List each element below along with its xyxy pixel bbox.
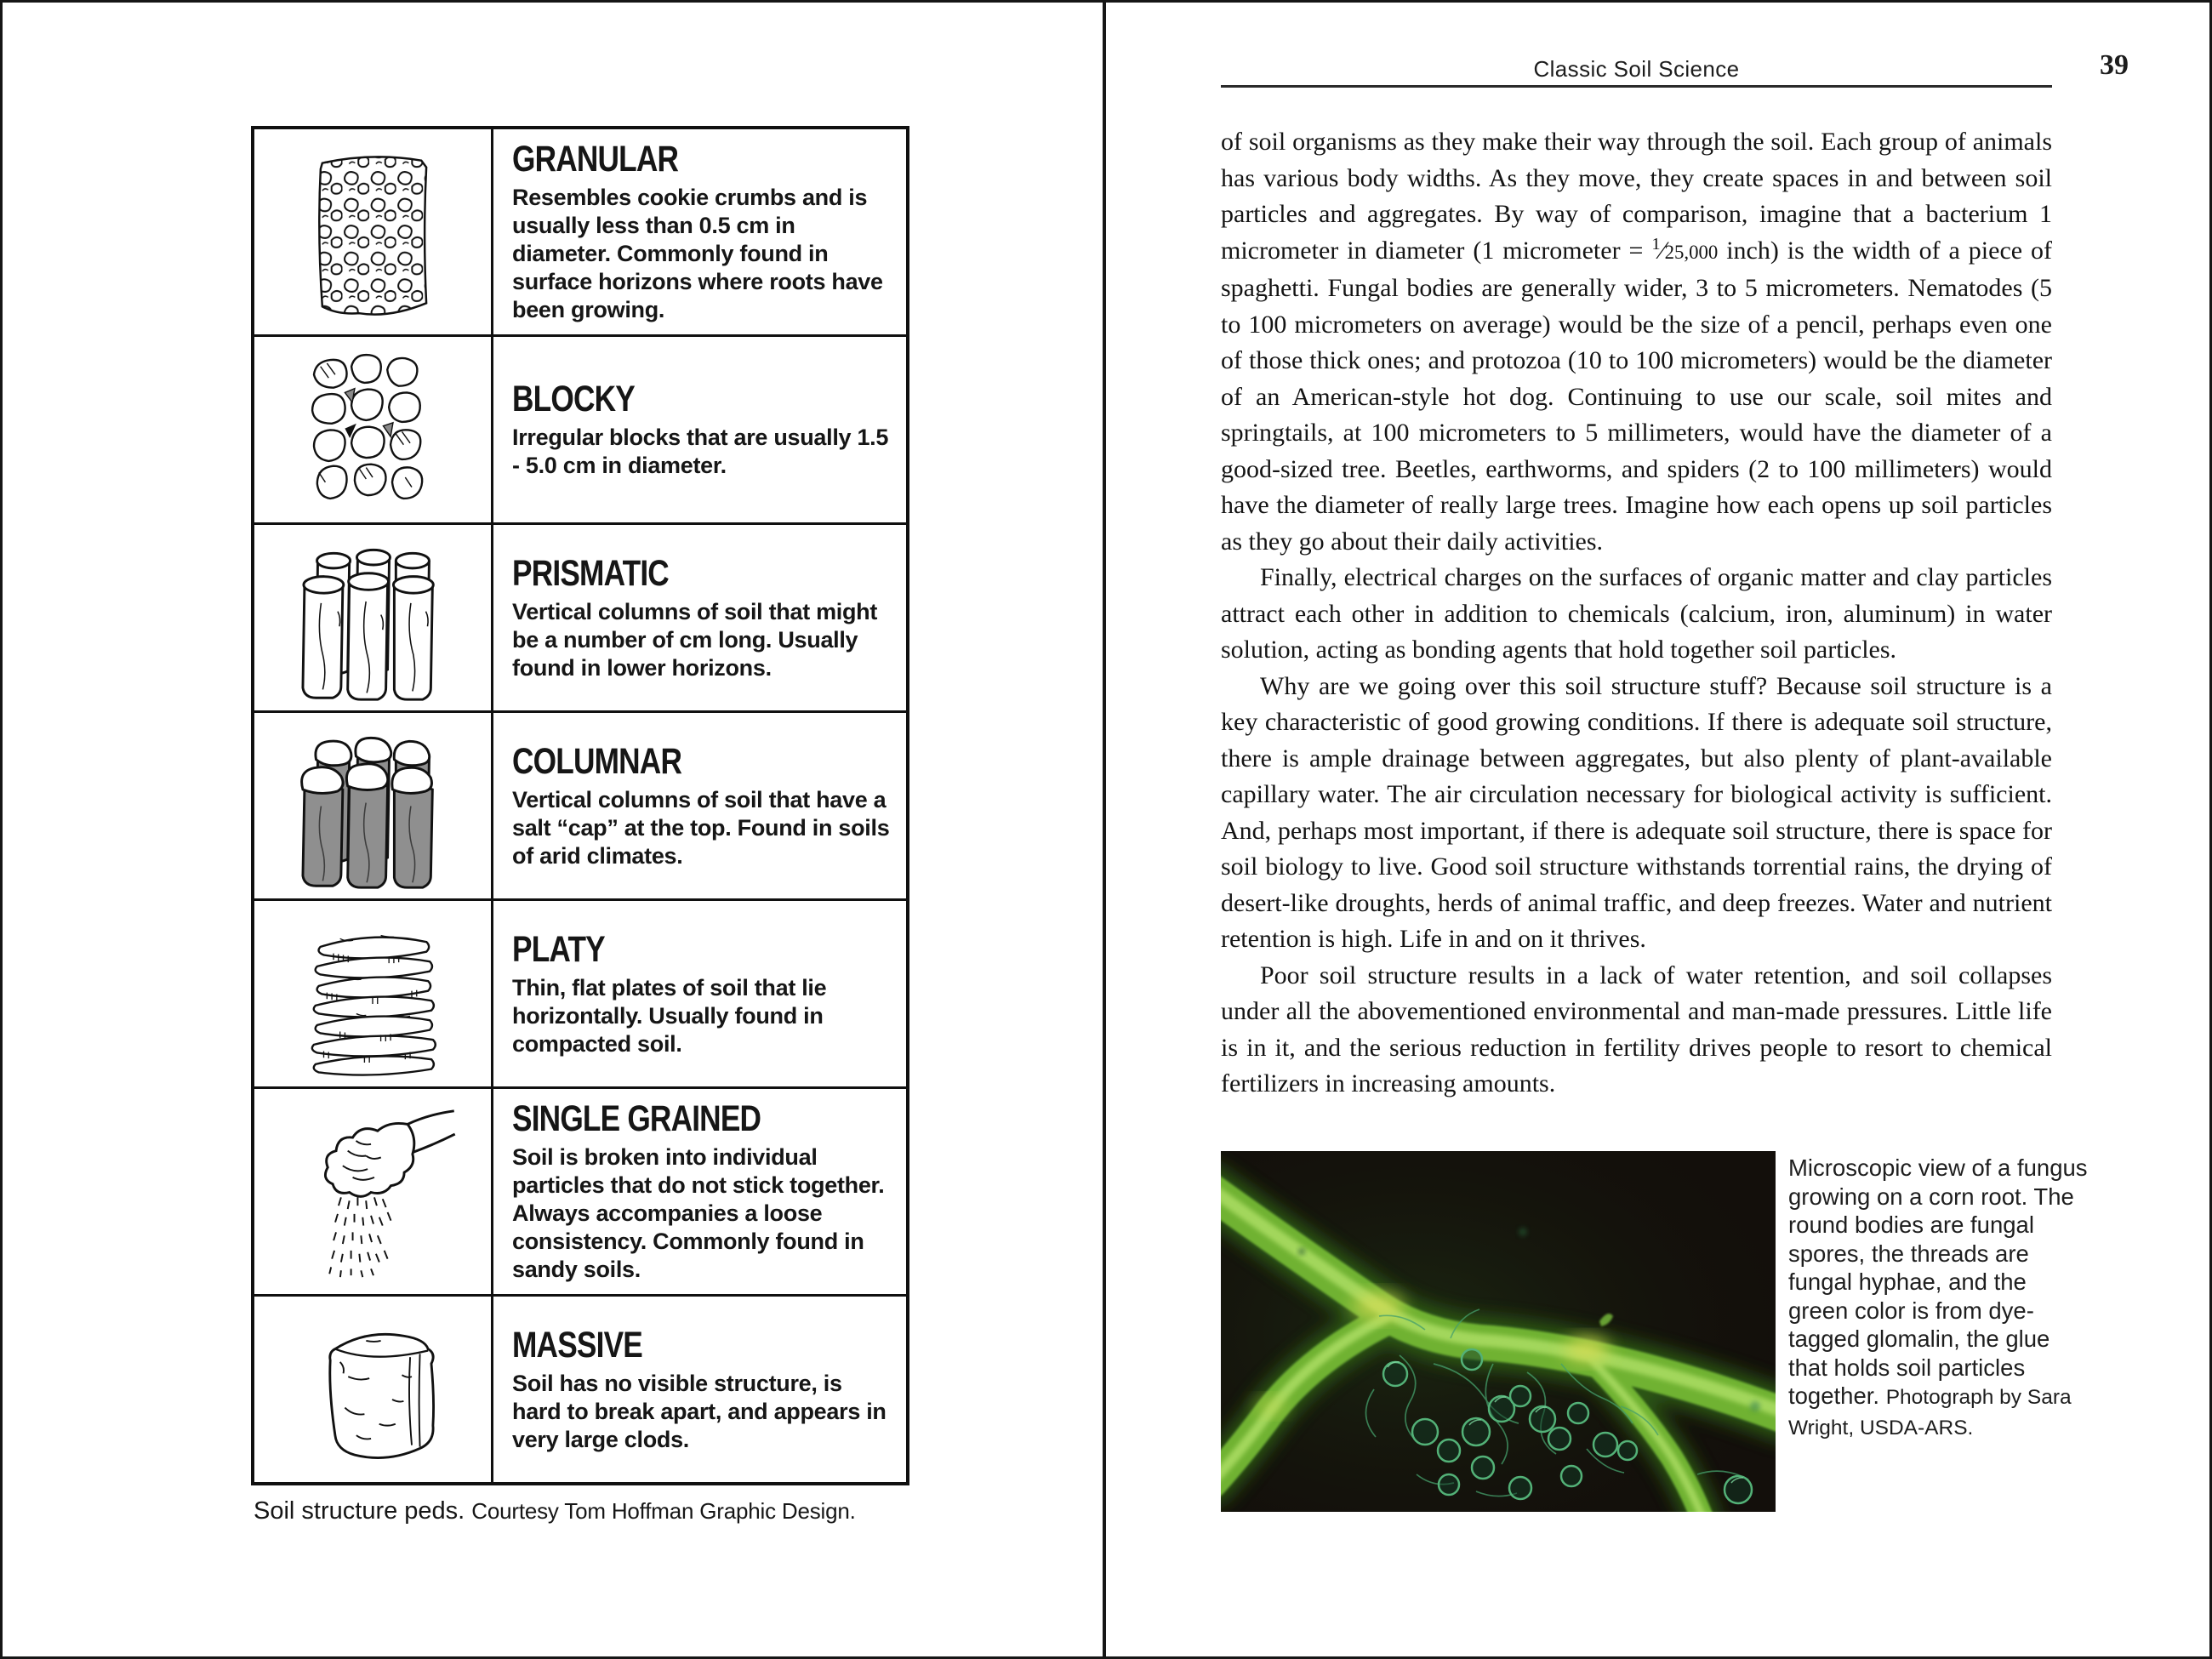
ped-title: PRISMATIC <box>512 552 669 594</box>
columnar-peds-illustration <box>285 716 460 895</box>
ped-description: Soil has no visible structure, is hard to break apart, and appears in very large clods. <box>512 1370 887 1452</box>
fraction-numerator: 1 <box>1651 234 1661 254</box>
fraction-slash: ⁄ <box>1660 236 1665 265</box>
paragraph <box>1221 124 2052 560</box>
ped-title: BLOCKY <box>512 379 635 419</box>
header-rule <box>1221 85 2052 88</box>
table-cell-illustration <box>254 522 491 710</box>
ped-title: COLUMNAR <box>512 740 682 782</box>
paragraph-text: inch) is the width of a piece of spaghetti. Fungal bodies are generally wider, 3 to 5 micrometers. Nematodes (5 to 100 micrometers on average) would be the size of a pencil, perhaps even one of those thick ones; and protozoa (10 to 100 micrometers) would be the diameter of an American-style hot dog. Continuing to use our scale, soil mites and springtails, at 100 micrometers to 5 millimeters, would have the diameter of a good-sized tree. Beetles, earthworms, and spiders (2 to 100 millimeters) would have the diameter of really large trees. Imagine how each opens up soil particles as they go about their daily activities. <box>1221 236 2053 556</box>
page-spine-divider <box>1103 0 1106 1659</box>
photo-caption-credit: Photograph by Sara Wright, USDA-ARS. <box>1788 1386 2072 1440</box>
platy-peds-illustration <box>285 906 460 1081</box>
single-grained-illustration <box>285 1103 460 1281</box>
table-cell-illustration <box>254 710 491 898</box>
fraction-denominator: 25,000 <box>1664 241 1719 263</box>
fungus-root-photo <box>1221 1151 1776 1512</box>
paragraph: Why are we going over this soil structure stuff? Because soil structure is a key characteristic of good growing conditions. If there is adequate soil structure, there is ample drainage between aggregates, but also plenty of plant-available capillary water. The air circulation necessary for biological activity is sufficient. And, perhaps most important, if there is adequate soil structure, there is space for soil biology to live. Good soil structure withstands torrential rains, the drying of desert-like droughts, herds of animal traffic, and deep freezes. Water and nutrient retention is high. Life in and on it thrives. <box>1221 671 2052 953</box>
ped-description: Vertical columns of soil that might be a number of cm long. Usually found in lower horizons. <box>512 598 878 681</box>
fluorescent-micrograph-fungus-corn-root <box>1221 1151 1776 1512</box>
ped-title: MASSIVE <box>512 1324 642 1365</box>
table-cell-text <box>491 129 906 334</box>
ped-description: Irregular blocks that are usually 1.5 - 5.0 cm in diameter. <box>512 425 889 478</box>
table-cell-text <box>491 334 906 522</box>
table-caption-credit: Courtesy Tom Hoffman Graphic Design. <box>471 1498 856 1524</box>
ped-description: Resembles cookie crumbs and is usually less than 0.5 cm in diameter. Commonly found in surface horizons where roots have been growing. <box>512 185 883 322</box>
paragraph: Poor soil structure results in a lack of water retention, and soil collapses under all the abovementioned environmental and man-made pressures. Little life is in it, and the serious reduction in fertility drives people to resort to chemical fertilizers in increasing amounts. <box>1221 961 2052 1097</box>
table-cell-text <box>491 898 906 1086</box>
soil-structure-table <box>251 126 909 1485</box>
ped-title: SINGLE GRAINED <box>512 1098 761 1139</box>
fraction <box>1651 234 1719 265</box>
page-number: 39 <box>2100 49 2129 81</box>
body-text-column <box>1221 124 2052 1103</box>
table-cell-illustration <box>254 334 491 522</box>
running-header: Classic Soil Science <box>1533 56 1740 82</box>
table-cell-illustration <box>254 898 491 1086</box>
blocky-peds-illustration <box>285 342 460 517</box>
ped-title: PLATY <box>512 928 605 970</box>
massive-clod-illustration <box>285 1302 460 1477</box>
ped-description: Soil is broken into individual particles that do not stick together. Always accompanies a loose consistency. Commonly found in sandy soils. <box>512 1144 885 1282</box>
table-caption <box>254 1497 1019 1525</box>
table-cell-illustration <box>254 129 491 334</box>
granular-peds-illustration <box>282 142 463 322</box>
ped-title: GRANULAR <box>512 139 679 180</box>
ped-description: Thin, flat plates of soil that lie horizontally. Usually found in compacted soil. <box>512 974 827 1057</box>
paragraph-text: of soil organisms as they make their way through the soil. Each group of animals has various body widths. As they move, they create spaces in and between soil particles and aggregates. By way of comparison, imagine that a bacterium 1 micrometer in diameter (1 micrometer = <box>1221 128 2052 265</box>
table-cell-text <box>491 522 906 710</box>
table-caption-main: Soil structure peds. <box>254 1497 465 1525</box>
table-cell-text <box>491 1086 906 1294</box>
table-cell-text <box>491 1294 906 1482</box>
table-cell-illustration <box>254 1294 491 1482</box>
photo-caption <box>1788 1154 2088 1442</box>
table-cell-illustration <box>254 1086 491 1294</box>
table-cell-text <box>491 710 906 898</box>
ped-description: Vertical columns of soil that have a salt “cap” at the top. Found in soils of arid climates. <box>512 786 890 869</box>
photo-caption-main: Microscopic view of a fungus growing on a corn root. The round bodies are fungal spores, the threads are fungal hyphae, and the green color is from dye-tagged glomalin, the glue that holds soil particles together. <box>1788 1154 2088 1409</box>
paragraph: Finally, electrical charges on the surfaces of organic matter and clay particles attract each other in addition to chemicals (calcium, iron, aluminum) in water solution, acting as bonding agents that hold together soil particles. <box>1221 563 2052 664</box>
prismatic-peds-illustration <box>285 528 460 707</box>
